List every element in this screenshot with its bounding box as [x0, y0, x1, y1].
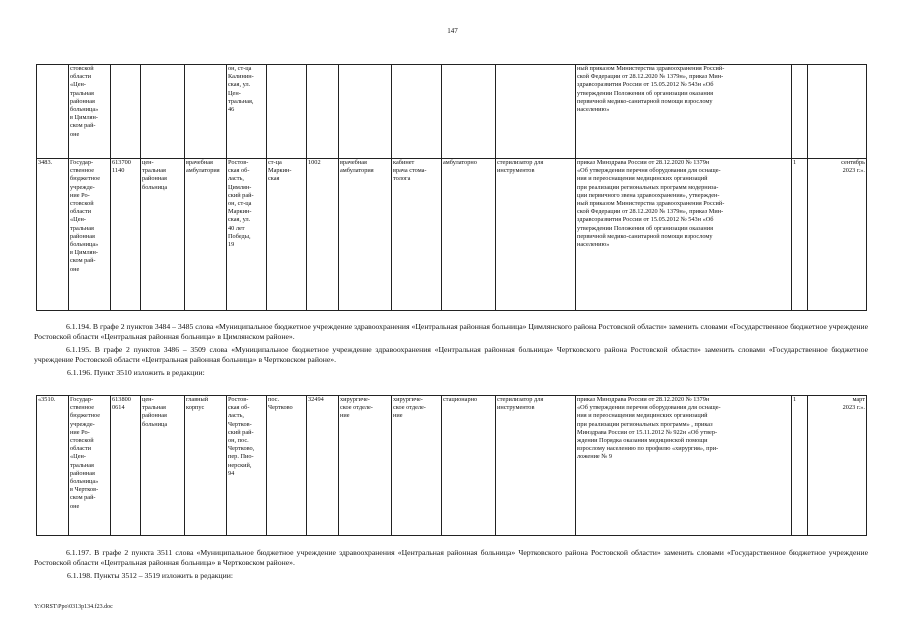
table-row-3510 [37, 396, 867, 536]
cell-department: хирургиче- ское отделе- ние [339, 396, 392, 536]
cell-locality [267, 65, 307, 159]
cell-equipment [496, 65, 576, 159]
cell-population: 32494 [307, 396, 339, 536]
page-number: 147 [447, 27, 458, 35]
cell-struct [141, 65, 185, 159]
cell-num: «3510. [37, 396, 69, 536]
cell-struct: цен- тральная районная больница [141, 396, 185, 536]
cell-population: 1002 [307, 159, 339, 311]
cell-care-form: стационарно [442, 396, 496, 536]
cell-care-form: амбулаторно [442, 159, 496, 311]
paragraph-6-1-194: 6.1.194. В графе 2 пунктов 3484 – 3485 слова «Муниципальное бюджетное учреждение здравоохранения «Центральная районная больница» Цимлянского района Ростовской области» заменить словами «Государственное бюджетное учреждение Ростовской области «Центральная районная больница» в Цимлянском районе». [34, 322, 868, 342]
cell-room: кабинет врача стома- толога [392, 159, 442, 311]
register-table-continued [36, 64, 867, 311]
cell-equipment: стерилизатор для инструментов [496, 396, 576, 536]
cell-address: Ростов- ская об- ласть, Чертков- ский рай- он, пос. Чертково, пер. Пио- нерский, 94 [227, 396, 267, 536]
cell-locality: пос. Чертково [267, 396, 307, 536]
cell-code: 613700 1140 [111, 159, 141, 311]
cell-num: 3483. [37, 159, 69, 311]
cell-struct: цен- тральная районная больница [141, 159, 185, 311]
paragraph-6-1-196: 6.1.196. Пункт 3510 изложить в редакции: [67, 368, 205, 377]
cell-locality: ст-ца Маркин- ская [267, 159, 307, 311]
paragraph-6-1-197: 6.1.197. В графе 2 пункта 3511 слова «Муниципальное бюджетное учреждение здравоохранения «Центральная районная больница» Чертковского района Ростовской области» заменить словами «Государственное бюджетное учреждение Ростовской области «Центральная районная больница» в Чертковском районе». [34, 548, 868, 568]
cell-department [339, 65, 392, 159]
cell-num [37, 65, 69, 159]
cell-population [307, 65, 339, 159]
cell-date [808, 65, 867, 159]
cell-org: стовской области «Цен- тральная районная больница» в Цимлян- ском рай- оне [69, 65, 111, 159]
cell-unit [185, 65, 227, 159]
table-row-3483 [37, 159, 867, 311]
cell-date: сентябрь 2023 г.». [808, 159, 867, 311]
cell-address: Ростов- ская об- ласть, Цимлян- ский рай- он, ст-ца Маркин- ская, ул. 40 лет Победы, 19 [227, 159, 267, 311]
cell-quantity [792, 65, 808, 159]
cell-room [392, 65, 442, 159]
cell-room: хирургиче- ское отделе- ние [392, 396, 442, 536]
register-table-3510 [36, 395, 867, 536]
cell-quantity: 1 [792, 159, 808, 311]
cell-quantity: 1 [792, 396, 808, 536]
paragraph-6-1-195: 6.1.195. В графе 2 пунктов 3486 – 3509 слова «Муниципальное бюджетное учреждение здравоохранения «Центральная районная больница» Чертковского района Ростовской области» заменить словами «Государственное бюджетное учреждение Ростовской области «Центральная районная больница» в Чертковском районе». [34, 345, 868, 365]
cell-org: Государ- ственное бюджетное учрежде- ние Ро- стовской области «Цен- тральная районная больница» в Чертков- ском рай- оне [69, 396, 111, 536]
cell-address: он, ст-ца Калинин- ская, ул. Цен- тральная, 46 [227, 65, 267, 159]
cell-equipment: стерилизатор для инструментов [496, 159, 576, 311]
cell-date: март 2023 г.». [808, 396, 867, 536]
cell-department: врачебная амбулатория [339, 159, 392, 311]
cell-care-form [442, 65, 496, 159]
cell-code: 613800 0614 [111, 396, 141, 536]
cell-legal-basis: ный приказом Министерства здравоохранения Россий- ской Федерации от 28.12.2020 № 1379н», приказ Мин- здравсоразвития России от 15.05.2012 № 543н «Об утверждении Положения об организации оказания первичной медико-санитарной помощи взрослому населению» [576, 65, 792, 159]
cell-unit: врачебная амбулатория [185, 159, 227, 311]
cell-unit: главный корпус [185, 396, 227, 536]
file-path-footer: Y:\ORST\Ppo\0313p134.f23.doc [34, 604, 113, 610]
paragraph-6-1-198: 6.1.198. Пункты 3512 – 3519 изложить в редакции: [67, 571, 233, 580]
table-row-continuation [37, 65, 867, 159]
cell-code [111, 65, 141, 159]
cell-org: Государ- ственное бюджетное учрежде- ние Ро- стовской области «Цен- тральная районная больница» в Цимлян- ском рай- оне [69, 159, 111, 311]
cell-legal-basis: приказ Минздрава России от 28.12.2020 № 1379н «Об утверждении перечня оборудования для оснаще- ния и переоснащения медицинских организаций при реализации региональных программ модерниза- ции первичного звена здравоохранения», утвержден- ный приказом Министерства здравоохранения Россий- ской Федерации от 28.12.2020 № 1379н», приказ Мин- здравсоразвития России от 15.05.2012 № 543н «Об утверждении Положения об организации оказания первичной медико-санитарной помощи взрослому населению» [576, 159, 792, 311]
cell-legal-basis: приказ Минздрава России от 28.12.2020 № 1379н «Об утверждении перечня оборудования для оснаще- ния и переоснащения медицинских организаций при реализации региональных программ» , приказ Минздрава России от 15.11.2012 № 922н «Об утвер- ждении Порядка оказания медицинской помощи взрослому населению по профилю «хирургия», при- ложение № 9 [576, 396, 792, 536]
